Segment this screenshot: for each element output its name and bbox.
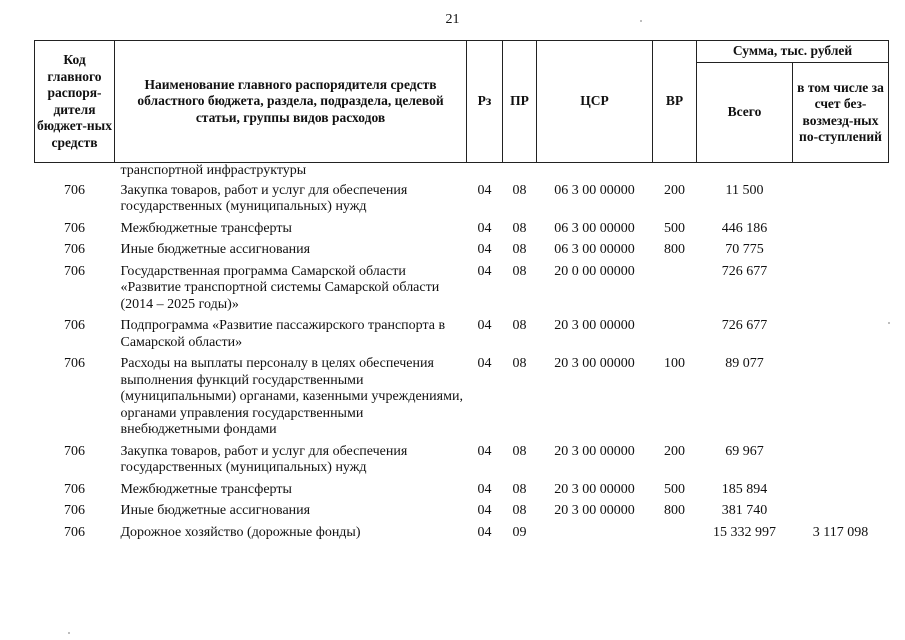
table-row bbox=[35, 219, 889, 241]
cell-total: 446 186 bbox=[721, 220, 768, 236]
cell-name: Подпрограмма «Развитие пассажирского транспорта в Самарской области» bbox=[120, 318, 446, 350]
cell-code: 706 bbox=[64, 503, 85, 518]
cell-total: 726 677 bbox=[721, 318, 768, 333]
cell-pr: 08 bbox=[512, 220, 527, 236]
cell-total: 15 332 997 bbox=[713, 524, 776, 540]
cell-vr: 800 bbox=[664, 503, 685, 518]
cell-rz: 04 bbox=[477, 356, 492, 371]
cell-total: 70 775 bbox=[725, 242, 764, 257]
header-csr: ЦСР bbox=[537, 41, 653, 163]
cell-pr: 09 bbox=[512, 524, 527, 540]
cell-free bbox=[793, 354, 889, 442]
cell-code: 706 bbox=[64, 263, 85, 279]
cell-free bbox=[793, 181, 889, 219]
table-row bbox=[35, 240, 889, 262]
cell-csr: 06 3 00 00000 bbox=[554, 220, 635, 236]
cell-name: Государственная программа Самарской области «Развитие транспортной системы Самарской области (2014 – 2025 годы)» bbox=[120, 263, 440, 312]
cell-vr: 200 bbox=[664, 443, 685, 459]
cell-name: Закупка товаров, работ и услуг для обеспечения государственных (муниципальных) нужд bbox=[120, 443, 408, 475]
table-row bbox=[35, 523, 889, 545]
cell-rz: 04 bbox=[477, 318, 492, 333]
table-row bbox=[35, 442, 889, 480]
table-row bbox=[35, 181, 889, 219]
cell-total: 726 677 bbox=[721, 263, 768, 279]
cell-pr: 08 bbox=[512, 481, 527, 497]
cell-vr: 100 bbox=[664, 356, 685, 371]
cell-total: 69 967 bbox=[725, 443, 764, 459]
cell-code: 706 bbox=[64, 443, 85, 459]
cell-name: Межбюджетные трансферты bbox=[120, 481, 292, 497]
cell-rz: 04 bbox=[477, 524, 492, 540]
header-free: в том числе за счет без-возмезд-ных по-ступлений bbox=[793, 63, 889, 163]
cell-code: 706 bbox=[64, 220, 85, 236]
cell-code: 706 bbox=[64, 182, 85, 198]
cell-csr: 20 0 00 00000 bbox=[554, 263, 635, 279]
cell-pr: 08 bbox=[512, 182, 527, 198]
cell-rz: 04 bbox=[477, 182, 492, 198]
cell-csr: 20 3 00 00000 bbox=[554, 318, 635, 333]
budget-expense-table bbox=[34, 40, 889, 544]
cell-pr: 08 bbox=[512, 443, 527, 459]
carry-over-text: транспортной инфраструктуры bbox=[120, 163, 307, 178]
cell-vr bbox=[653, 523, 697, 545]
cell-rz: 04 bbox=[477, 220, 492, 236]
cell-rz: 04 bbox=[477, 503, 492, 518]
cell-csr: 06 3 00 00000 bbox=[554, 182, 635, 198]
cell-name: Межбюджетные трансферты bbox=[120, 220, 292, 236]
scan-speck bbox=[640, 20, 642, 22]
cell-name: Иные бюджетные ассигнования bbox=[120, 503, 311, 518]
cell-pr: 08 bbox=[512, 503, 527, 518]
table-row bbox=[35, 316, 889, 354]
cell-rz: 04 bbox=[477, 242, 492, 257]
table-row bbox=[35, 501, 889, 523]
cell-free bbox=[793, 240, 889, 262]
table-header bbox=[35, 41, 889, 163]
cell-name: Расходы на выплаты персоналу в целях обеспечения выполнения функций государственными (муниципальными) органами, казенными учреждениями, органами управления государственными внебюджетными фондами bbox=[120, 356, 463, 437]
header-name: Наименование главного распорядителя средств областного бюджета, раздела, подраздела, целевой статьи, группы видов расходов bbox=[115, 41, 467, 163]
cell-free bbox=[793, 219, 889, 241]
cell-free: 3 117 098 bbox=[812, 524, 869, 540]
cell-csr: 20 3 00 00000 bbox=[554, 503, 635, 518]
cell-vr bbox=[653, 316, 697, 354]
cell-total: 381 740 bbox=[721, 503, 768, 518]
cell-code: 706 bbox=[64, 356, 85, 371]
cell-vr: 500 bbox=[664, 220, 685, 236]
cell-free bbox=[793, 501, 889, 523]
cell-rz: 04 bbox=[477, 481, 492, 497]
cell-name: Закупка товаров, работ и услуг для обеспечения государственных (муниципальных) нужд bbox=[120, 182, 408, 214]
table-body bbox=[35, 163, 889, 545]
cell-total: 185 894 bbox=[721, 481, 768, 497]
cell-code: 706 bbox=[64, 318, 85, 333]
cell-free bbox=[793, 480, 889, 502]
table-row bbox=[35, 262, 889, 317]
cell-code: 706 bbox=[64, 481, 85, 497]
header-rz: Рз bbox=[467, 41, 503, 163]
cell-rz: 04 bbox=[477, 263, 492, 279]
cell-name: Дорожное хозяйство (дорожные фонды) bbox=[120, 524, 361, 540]
cell-name: Иные бюджетные ассигнования bbox=[120, 242, 311, 257]
cell-total: 11 500 bbox=[725, 182, 764, 198]
cell-csr: 06 3 00 00000 bbox=[554, 242, 635, 257]
cell-csr: 20 3 00 00000 bbox=[554, 443, 635, 459]
cell-pr: 08 bbox=[512, 242, 527, 257]
cell-vr: 200 bbox=[664, 182, 685, 198]
cell-vr: 800 bbox=[664, 242, 685, 257]
cell-code: 706 bbox=[64, 524, 85, 540]
cell-csr bbox=[537, 523, 653, 545]
cell-free bbox=[793, 262, 889, 317]
scan-speck bbox=[68, 632, 70, 634]
header-code: Код главного распоря-дителя бюджет-ных средств bbox=[35, 41, 115, 163]
cell-code: 706 bbox=[64, 242, 85, 257]
table-row bbox=[35, 354, 889, 442]
cell-csr: 20 3 00 00000 bbox=[554, 481, 635, 497]
header-pr: ПР bbox=[503, 41, 537, 163]
page-number: 21 bbox=[445, 12, 460, 27]
cell-csr: 20 3 00 00000 bbox=[554, 356, 635, 371]
cell-vr bbox=[653, 262, 697, 317]
cell-free bbox=[793, 316, 889, 354]
cell-pr: 08 bbox=[512, 263, 527, 279]
cell-rz: 04 bbox=[477, 443, 492, 459]
cell-pr: 08 bbox=[512, 356, 527, 371]
scan-speck bbox=[888, 322, 890, 324]
carry-over-row bbox=[35, 163, 889, 181]
table-row bbox=[35, 480, 889, 502]
header-vr: ВР bbox=[653, 41, 697, 163]
header-sum-group: Сумма, тыс. рублей bbox=[697, 41, 889, 63]
cell-free bbox=[793, 442, 889, 480]
cell-pr: 08 bbox=[512, 318, 527, 333]
cell-vr: 500 bbox=[664, 481, 685, 497]
cell-total: 89 077 bbox=[725, 356, 764, 371]
header-total: Всего bbox=[697, 63, 793, 163]
